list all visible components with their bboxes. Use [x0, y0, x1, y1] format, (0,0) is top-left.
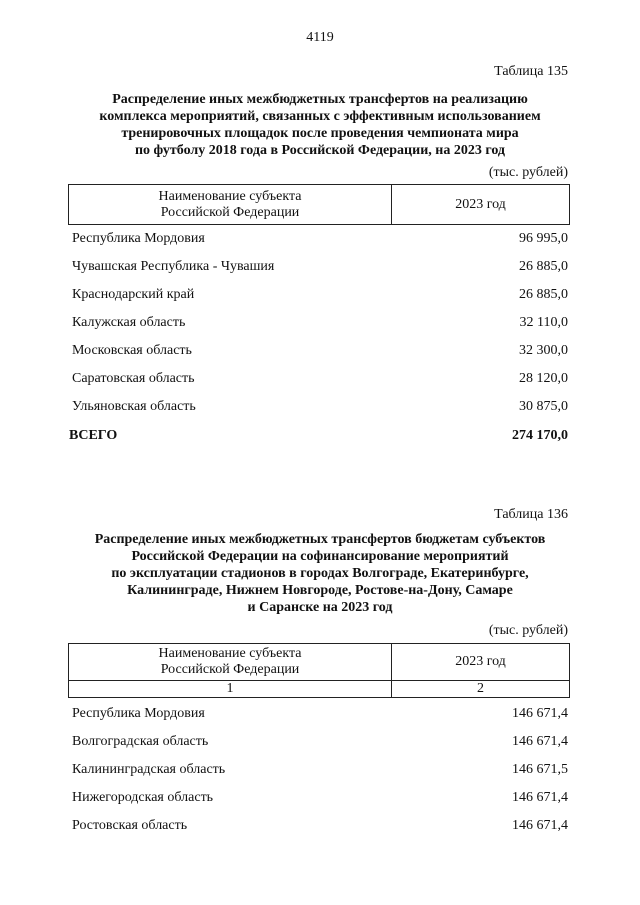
row-value: 26 885,0 — [519, 287, 568, 302]
row-value: 146 671,4 — [512, 706, 568, 721]
row-subject: Республика Мордовия — [72, 706, 205, 721]
table-135-label: Таблица 135 — [494, 64, 568, 79]
table-135-unit: (тыс. рублей) — [488, 165, 568, 180]
row-subject: Нижегородская область — [72, 790, 214, 805]
table-row — [72, 790, 568, 810]
row-value: 26 885,0 — [519, 259, 568, 274]
table-row — [72, 231, 568, 251]
row-value: 146 671,4 — [512, 734, 568, 749]
table-row — [72, 287, 568, 307]
table-136-col-subject: Наименование субъекта Российской Федерации — [69, 644, 392, 681]
table-row — [72, 259, 568, 279]
row-subject: Калужская область — [72, 315, 186, 330]
table-135-col-subject: Наименование субъекта Российской Федерации — [69, 185, 392, 225]
table-row — [72, 343, 568, 363]
row-subject: Волгоградская область — [72, 734, 209, 749]
total-label: ВСЕГО — [69, 428, 118, 443]
table-row — [72, 399, 568, 419]
row-subject: Чувашская Республика - Чувашия — [72, 259, 275, 274]
table-row — [72, 734, 568, 754]
row-subject: Ульяновская область — [72, 399, 196, 414]
table-136-col-number-2: 2 — [392, 681, 570, 698]
table-row — [72, 762, 568, 782]
table-136-unit: (тыс. рублей) — [488, 623, 568, 638]
row-value: 30 875,0 — [519, 399, 568, 414]
row-value: 146 671,5 — [512, 762, 568, 777]
table-135-title: Распределение иных межбюджетных трансфертов на реализацию комплекса мероприятий, связанных с эффективным использованием тренировочных площадок после проведения чемпионата мира по футболу 2018 года в Российской Федерации, на 2023 год — [99, 92, 541, 158]
row-subject: Московская область — [72, 343, 192, 358]
total-value: 274 170,0 — [512, 428, 568, 443]
table-136-col-number-1: 1 — [69, 681, 392, 698]
row-value: 32 110,0 — [519, 315, 568, 330]
row-subject: Калининградская область — [72, 762, 226, 777]
row-value: 146 671,4 — [512, 818, 568, 833]
row-subject: Республика Мордовия — [72, 231, 205, 246]
table-total-row — [69, 428, 568, 448]
table-row — [72, 818, 568, 838]
table-136-header — [68, 643, 570, 698]
row-value: 146 671,4 — [512, 790, 568, 805]
row-subject: Ростовская область — [72, 818, 188, 833]
table-135-col-year: 2023 год — [392, 185, 570, 225]
table-row — [72, 371, 568, 391]
row-subject: Краснодарский край — [72, 287, 195, 302]
table-136-col-year: 2023 год — [392, 644, 570, 681]
row-value: 32 300,0 — [519, 343, 568, 358]
row-subject: Саратовская область — [72, 371, 195, 386]
table-136-label: Таблица 136 — [494, 507, 568, 522]
row-value: 28 120,0 — [519, 371, 568, 386]
table-136-title: Распределение иных межбюджетных трансфертов бюджетам субъектов Российской Федерации на софинансирование мероприятий по эксплуатации стадионов в городах Волгограде, Екатеринбурге, Калининграде, Нижнем Новгороде, Ростове-на-Дону, Самаре и Саранске на 2023 год — [94, 532, 546, 615]
table-row — [72, 706, 568, 726]
row-value: 96 995,0 — [519, 231, 568, 246]
table-135-header — [68, 184, 570, 225]
page-number: 4119 — [306, 30, 334, 45]
table-row — [72, 315, 568, 335]
